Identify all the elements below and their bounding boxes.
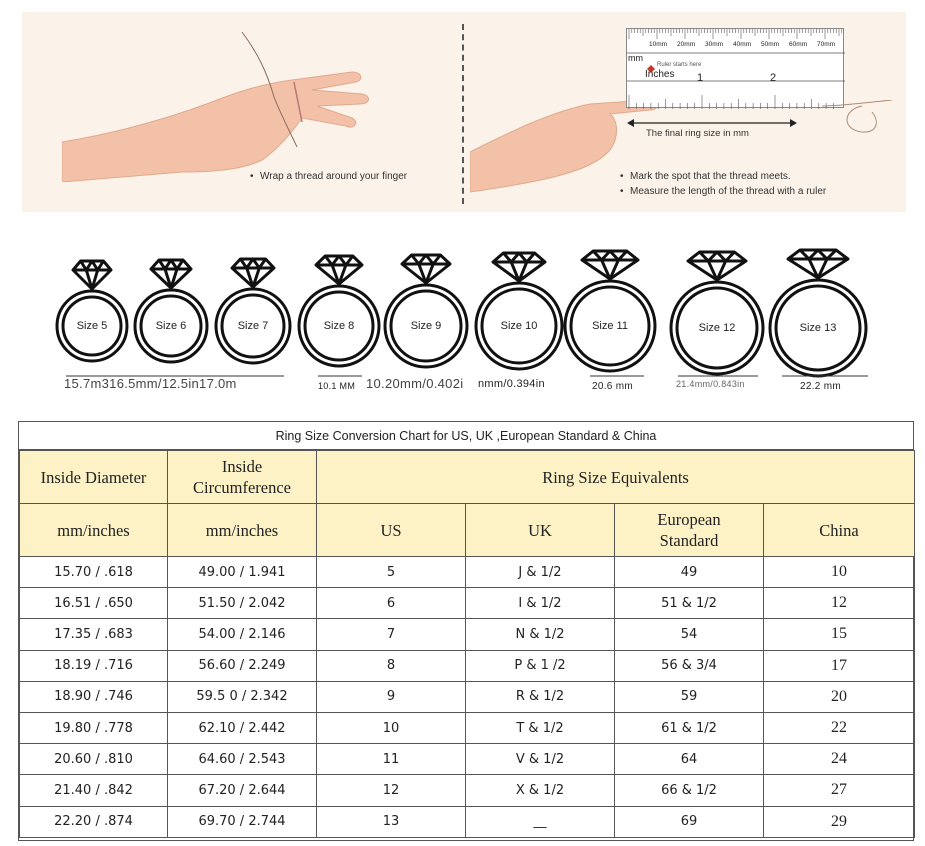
ring-measurement-label: 10.1 MM: [318, 381, 356, 391]
cell-uk: R & 1/2: [466, 681, 615, 712]
cell-uk: X & 1/2: [466, 775, 615, 806]
cell-diameter: 22.20 / .874: [20, 806, 168, 837]
cell-diameter: 16.51 / .650: [20, 588, 168, 619]
ruler-start-note: Ruler starts here: [657, 62, 702, 68]
cell-uk: P & 1 /2: [466, 650, 615, 681]
diamond-icon: [73, 261, 111, 289]
cell-european: 49: [615, 557, 764, 588]
ring-measurement-label: 20.6 mm: [592, 381, 634, 392]
ring-size-label: Size 6: [155, 320, 187, 332]
header-inside-diameter: Inside Diameter: [20, 451, 168, 504]
table-row: [20, 681, 915, 712]
diamond-icon: [151, 260, 191, 288]
ring-measurement-label: 21.4mm/0.843in: [676, 379, 745, 389]
ruler-mm-tick-label: 50mm: [761, 41, 780, 48]
ring-size-label: Size 8: [323, 320, 355, 332]
header-european-standard: European Standard: [615, 504, 764, 557]
ruler-mm-tick-label: 30mm: [705, 41, 724, 48]
diamond-icon: [493, 253, 545, 281]
cell-european: 54: [615, 619, 764, 650]
chart-title: Ring Size Conversion Chart for US, UK ,European Standard & China: [19, 422, 913, 450]
ring-measurement-label: 22.2 mm: [800, 381, 842, 392]
cell-uk: __: [466, 806, 615, 837]
thread-loop-illustration: [822, 100, 902, 140]
table-row: [20, 775, 915, 806]
ruler-inch-tick-label: 1: [697, 72, 704, 84]
cell-diameter: 15.70 / .618: [20, 557, 168, 588]
ring-measurement-label: 10.20mm/0.402i: [366, 376, 464, 391]
ring-size-label: Size 11: [592, 320, 628, 332]
cell-diameter: 21.40 / .842: [20, 775, 168, 806]
cell-us: 6: [317, 588, 466, 619]
ruler-mm-tick-label: 10mm: [649, 41, 668, 48]
diamond-icon: [688, 252, 746, 280]
cell-china: 15: [764, 619, 915, 650]
cell-circumference: 56.60 / 2.249: [168, 650, 317, 681]
ring-icon: [770, 250, 866, 376]
ring-size-label: Size 12: [698, 322, 736, 334]
ruler-inches-unit: Inches: [645, 69, 675, 80]
ruler: [626, 28, 844, 108]
cell-european: 69: [615, 806, 764, 837]
ring-size-label: Size 7: [237, 320, 269, 332]
cell-us: 9: [317, 681, 466, 712]
ring-measurement-label: nmm/0.394in: [478, 378, 545, 390]
conversion-table: [19, 450, 915, 838]
table-row: [20, 619, 915, 650]
cell-european: 64: [615, 744, 764, 775]
cell-diameter: 17.35 / .683: [20, 619, 168, 650]
cell-us: 13: [317, 806, 466, 837]
header-uk: UK: [466, 504, 615, 557]
ruler-inch-tick-label: 2: [770, 72, 777, 84]
cell-diameter: 18.19 / .716: [20, 650, 168, 681]
cell-us: 10: [317, 712, 466, 743]
cell-china: 20: [764, 681, 915, 712]
diamond-icon: [402, 255, 450, 283]
cell-us: 11: [317, 744, 466, 775]
header-ring-size-equivalents: Ring Size Equivalents: [317, 451, 915, 504]
cell-diameter: 19.80 / .778: [20, 712, 168, 743]
ring-size-conversion-chart: [18, 421, 914, 841]
ring-icon: [565, 251, 655, 371]
table-row: [20, 588, 915, 619]
cell-european: 51 & 1/2: [615, 588, 764, 619]
ring-size-label: Size 10: [500, 320, 538, 332]
ring-icon: [135, 260, 207, 362]
cell-circumference: 69.70 / 2.744: [168, 806, 317, 837]
diamond-icon: [232, 259, 274, 287]
ring-size-icons: [0, 228, 925, 400]
cell-european: 61 & 1/2: [615, 712, 764, 743]
ruler-mm-tick-label: 70mm: [817, 41, 836, 48]
table-row: [20, 650, 915, 681]
ring-icon: [476, 253, 562, 369]
cell-uk: N & 1/2: [466, 619, 615, 650]
diamond-icon: [582, 251, 638, 279]
cell-diameter: 18.90 / .746: [20, 681, 168, 712]
ring-icon: [385, 255, 467, 367]
ring-icon: [216, 259, 290, 363]
cell-circumference: 51.50 / 2.042: [168, 588, 317, 619]
cell-china: 22: [764, 712, 915, 743]
cell-circumference: 64.60 / 2.543: [168, 744, 317, 775]
cell-china: 27: [764, 775, 915, 806]
cell-circumference: 59.5 0 / 2.342: [168, 681, 317, 712]
header-inside-circumference: Inside Circumference: [168, 451, 317, 504]
cell-china: 17: [764, 650, 915, 681]
ring-measurement-label: 15.7m316.5mm/12.5in17.0m: [64, 376, 237, 391]
cell-china: 29: [764, 806, 915, 837]
diamond-icon: [788, 250, 848, 278]
diamond-icon: [316, 256, 362, 284]
hand-wrap-thread-illustration: [62, 22, 422, 182]
cell-european: 66 & 1/2: [615, 775, 764, 806]
ring-icon: [671, 252, 763, 374]
cell-circumference: 62.10 / 2.442: [168, 712, 317, 743]
cell-diameter: 20.60 / .810: [20, 744, 168, 775]
ring-size-label: Size 5: [76, 320, 108, 332]
cell-uk: V & 1/2: [466, 744, 615, 775]
ring-size-label: Size 13: [799, 322, 837, 334]
ring-icon: [57, 261, 127, 361]
header-us: US: [317, 504, 466, 557]
ruler-mm-tick-label: 20mm: [677, 41, 696, 48]
header-diameter-unit: mm/inches: [20, 504, 168, 557]
step-mark-spot: • Mark the spot that the thread meets.: [620, 171, 791, 182]
cell-us: 8: [317, 650, 466, 681]
ring-size-label: Size 9: [410, 320, 442, 332]
cell-china: 24: [764, 744, 915, 775]
step-measure-length: • Measure the length of the thread with a ruler: [620, 186, 827, 197]
cell-us: 7: [317, 619, 466, 650]
cell-china: 12: [764, 588, 915, 619]
ring-icon: [299, 256, 379, 366]
cell-uk: I & 1/2: [466, 588, 615, 619]
cell-us: 12: [317, 775, 466, 806]
dashed-divider: [462, 24, 464, 204]
table-row: [20, 712, 915, 743]
table-row: [20, 806, 915, 837]
cell-uk: T & 1/2: [466, 712, 615, 743]
ruler-mm-tick-label: 60mm: [789, 41, 808, 48]
cell-us: 5: [317, 557, 466, 588]
cell-european: 59: [615, 681, 764, 712]
cell-circumference: 49.00 / 1.941: [168, 557, 317, 588]
ring-icons-svg: [0, 228, 925, 400]
cell-circumference: 54.00 / 2.146: [168, 619, 317, 650]
cell-circumference: 67.20 / 2.644: [168, 775, 317, 806]
ruler-mm-tick-label: 40mm: [733, 41, 752, 48]
header-circumference-unit: mm/inches: [168, 504, 317, 557]
cell-china: 10: [764, 557, 915, 588]
ruler-caption: The final ring size in mm: [646, 128, 749, 139]
cell-uk: J & 1/2: [466, 557, 615, 588]
measuring-instructions: [22, 12, 906, 212]
cell-european: 56 & 3/4: [615, 650, 764, 681]
table-row: [20, 744, 915, 775]
header-china: China: [764, 504, 915, 557]
ruler-mm-unit: mm: [628, 53, 643, 63]
step-wrap-thread: • Wrap a thread around your finger: [250, 171, 408, 182]
table-row: [20, 557, 915, 588]
